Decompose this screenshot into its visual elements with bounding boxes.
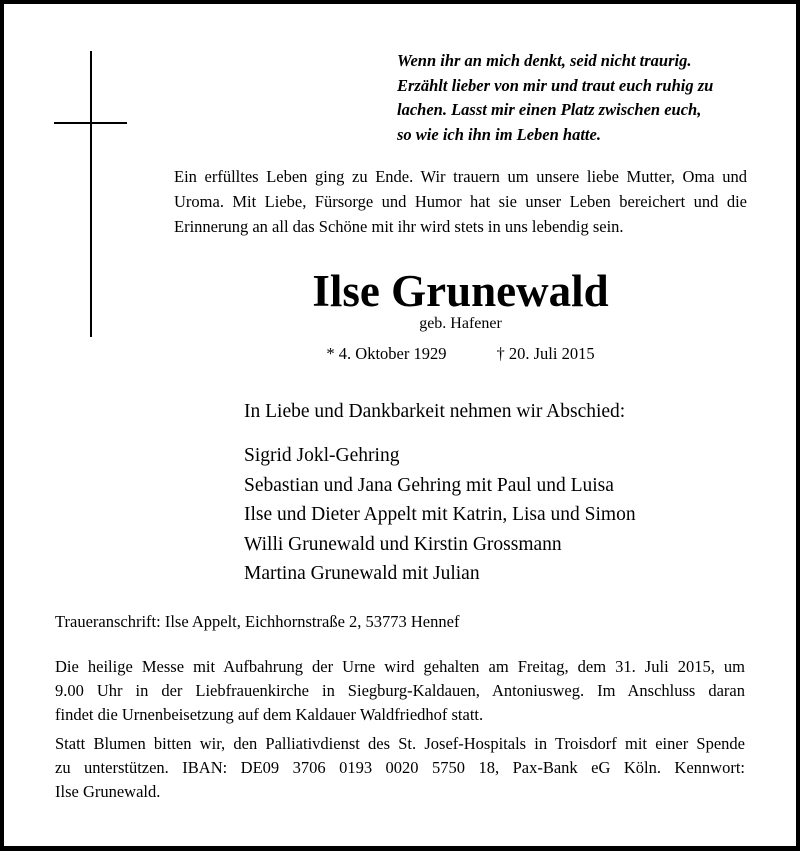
poem-line: lachen. Lasst mir einen Platz zwischen euch,: [397, 100, 702, 119]
mass-line: findet die Urnenbeisetzung auf dem Kaldauer Waldfriedhof statt.: [55, 705, 484, 724]
mass-line: Die heilige Messe mit Aufbahrung der Urne wird gehalten am Freitag, dem 31. Juli 2015, um: [55, 657, 745, 676]
death-date: † 20. Juli 2015: [496, 344, 595, 363]
obituary-notice: [4, 4, 796, 846]
farewell-heading: In Liebe und Dankbarkeit nehmen wir Abschied:: [244, 401, 626, 422]
donation-line: Ilse Grunewald.: [55, 782, 161, 801]
birth-date: * 4. Oktober 1929: [326, 344, 447, 363]
donation-info: [55, 732, 745, 804]
cross-icon-horizontal-bar: [54, 122, 127, 124]
deceased-name: Ilse Grunewald: [312, 266, 609, 316]
life-dates: [174, 344, 747, 364]
intro-line: Ein erfülltes Leben ging zu Ende. Wir trauern um unsere liebe Mutter, Oma und: [174, 167, 747, 186]
donation-line: zu unterstützen. IBAN: DE09 3706 0193 0020 5750 18, Pax-Bank eG Köln. Kennwort:: [55, 758, 745, 777]
donation-line: Statt Blumen bitten wir, den Palliativdienst des St. Josef-Hospitals in Troisdorf mit einer Spende: [55, 734, 745, 753]
poem-line: Wenn ihr an mich denkt, seid nicht traurig.: [397, 51, 692, 70]
mourner-line: Martina Grunewald mit Julian: [244, 563, 480, 584]
mass-info: [55, 655, 745, 727]
mourner-line: Sebastian und Jana Gehring mit Paul und Luisa: [244, 474, 614, 496]
poem-line: Erzählt lieber von mir und traut euch ruhig zu: [397, 75, 714, 95]
intro-line: Uroma. Mit Liebe, Fürsorge und Humor hat sie unser Leben bereichert und die: [174, 192, 747, 211]
intro-text: [174, 164, 747, 239]
intro-line: Erinnerung an all das Schöne mit ihr wird stets in uns lebendig sein.: [174, 217, 624, 236]
poem-line: so wie ich ihn im Leben hatte.: [397, 124, 601, 144]
cross-icon-vertical-bar: [90, 51, 92, 337]
mourning-address: Traueranschrift: Ilse Appelt, Eichhornstraße 2, 53773 Hennef: [55, 612, 460, 631]
birth-name: geb. Hafener: [419, 315, 502, 332]
mourner-line: Sigrid Jokl-Gehring: [244, 445, 400, 466]
poem: [397, 49, 787, 147]
mourner-line: Willi Grunewald und Kirstin Grossmann: [244, 533, 562, 555]
mourners-list: [244, 441, 636, 589]
mass-line: 9.00 Uhr in der Liebfrauenkirche in Siegburg-Kaldauen, Antoniusweg. Im Anschluss daran: [55, 681, 745, 700]
mourner-line: Ilse und Dieter Appelt mit Katrin, Lisa und Simon: [244, 504, 636, 525]
